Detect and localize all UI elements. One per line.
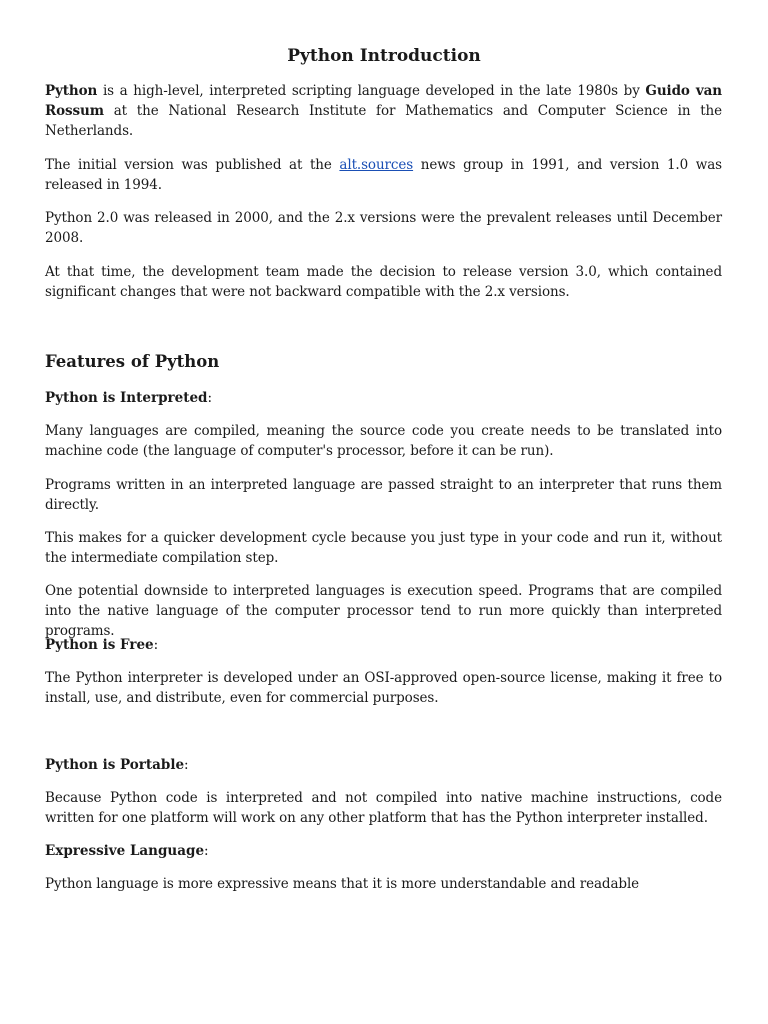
portable-heading	[45, 755, 722, 775]
intro-text: Python 2.0 was released in 2000, and the 2.x versions were the prevalent releases until December 2008.	[45, 210, 722, 246]
heading-colon: :	[207, 390, 213, 406]
free-heading	[45, 635, 722, 655]
intro-paragraph-2	[45, 155, 722, 195]
interpreted-paragraph-2	[45, 475, 722, 515]
interpreted-heading	[45, 388, 722, 408]
heading-colon: :	[184, 757, 189, 773]
intro-paragraph-4	[45, 262, 722, 302]
expressive-heading	[45, 841, 722, 861]
body-text: Because Python code is interpreted and not compiled into native machine instructions, code written for one platform will work on any other platform that has the Python interpreter installed.	[45, 790, 722, 826]
intro-paragraph-3	[45, 208, 722, 248]
intro-text: news group in 1991, and version 1.0 was released in 1994.	[45, 157, 722, 193]
heading-colon: :	[153, 637, 159, 653]
python-term: Python	[45, 83, 98, 99]
alt-sources-link[interactable]: alt.sources	[339, 157, 414, 173]
intro-text: at the National Research Institute for Mathematics and Computer Science in the Netherlands.	[45, 103, 722, 139]
heading-text: Python is Interpreted	[45, 390, 208, 406]
intro-text: At that time, the development team made the decision to release version 3.0, which contained significant changes that were not backward compatible with the 2.x versions.	[45, 264, 722, 300]
intro-text: is a high-level, interpreted scripting language developed in the late 1980s by	[97, 83, 646, 99]
body-text: Python language is more expressive means that it is more understandable and readable	[45, 876, 640, 892]
body-text: One potential downside to interpreted languages is execution speed. Programs that are compiled into the native language of the computer processor tend to run more quickly than interpreted programs.	[45, 583, 722, 639]
intro-text: The initial version was published at the	[45, 157, 340, 173]
interpreted-paragraph-3	[45, 528, 722, 568]
interpreted-paragraph-1	[45, 421, 722, 461]
heading-text: Expressive Language	[45, 843, 205, 859]
heading-text: Python is Free	[45, 637, 154, 653]
heading-text: Python is Portable	[45, 757, 185, 773]
features-heading: Features of Python	[45, 352, 220, 371]
intro-paragraph-1	[45, 81, 722, 141]
author-name: Guido van Rossum	[45, 83, 722, 119]
free-paragraph-1	[45, 668, 722, 708]
page-title: Python Introduction	[287, 46, 481, 66]
portable-paragraph-1	[45, 788, 722, 828]
body-text: Many languages are compiled, meaning the source code you create needs to be translated into machine code (the language of computer's processor, before it can be run).	[45, 423, 722, 459]
body-text: Programs written in an interpreted language are passed straight to an interpreter that runs them directly.	[45, 477, 722, 513]
heading-colon: :	[204, 843, 209, 859]
expressive-paragraph-1	[45, 874, 722, 894]
interpreted-paragraph-4	[45, 581, 722, 641]
body-text: The Python interpreter is developed under an OSI-approved open-source license, making it free to install, use, and distribute, even for commercial purposes.	[45, 670, 722, 706]
body-text: This makes for a quicker development cycle because you just type in your code and run it, without the intermediate compilation step.	[45, 530, 722, 566]
